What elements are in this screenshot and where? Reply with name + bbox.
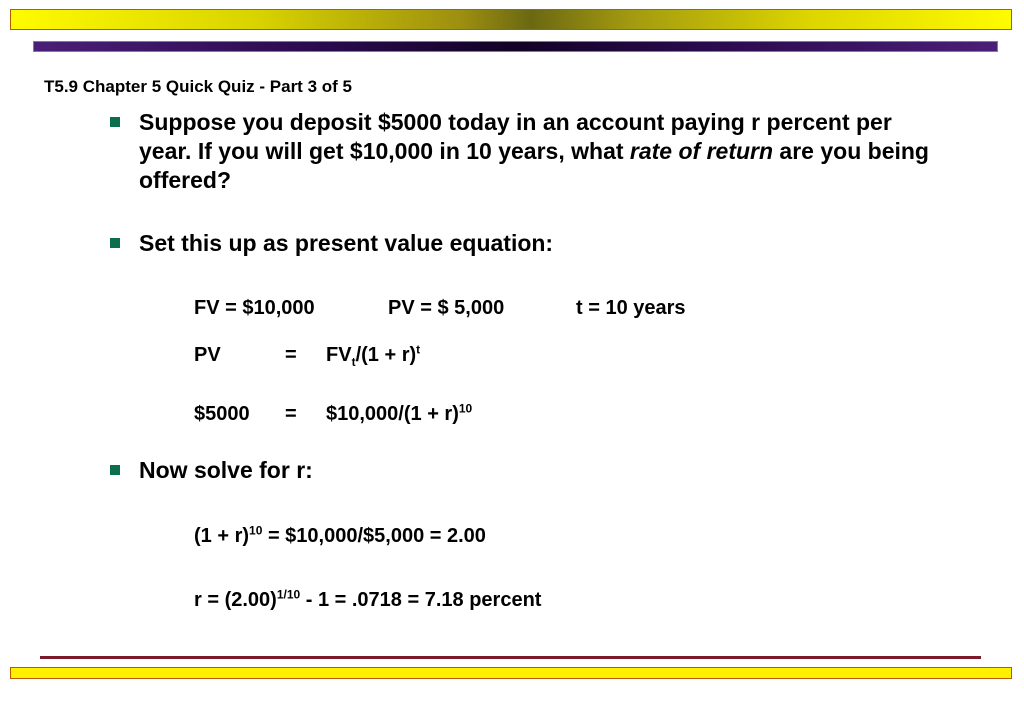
solve-step-2 — [194, 589, 541, 612]
dollar-5000: $5000 — [194, 403, 250, 425]
solve2-exponent: 1/10 — [276, 587, 301, 602]
solve2-base: r = (2.00) — [194, 589, 277, 611]
formula-sub-t: t — [351, 355, 356, 369]
pv-label: PV — [194, 344, 221, 366]
pv-formula — [326, 344, 420, 367]
formula-fv: FV — [326, 344, 352, 366]
question-text-italic: rate of return — [629, 138, 774, 164]
bottom-divider-line — [40, 656, 981, 659]
slide-title: T5.9 Chapter 5 Quick Quiz - Part 3 of 5 — [44, 77, 352, 96]
bullet-setup: Set this up as present value equation: — [139, 230, 554, 256]
solve1-exponent: 10 — [249, 523, 263, 538]
solve-step-1 — [194, 525, 486, 548]
bullet-square-icon — [110, 465, 120, 475]
t-value: t = 10 years — [576, 297, 686, 319]
solve1-base: (1 + r) — [194, 525, 250, 547]
formula-sup-t: t — [416, 342, 421, 357]
bottom-decorative-bar — [10, 667, 1012, 679]
equals-sign: = — [285, 403, 297, 425]
top-decorative-bar — [10, 9, 1012, 30]
fraction-formula — [326, 403, 472, 426]
solve2-rest: - 1 = .0718 = 7.18 percent — [300, 589, 542, 611]
bullet-square-icon — [110, 238, 120, 248]
fraction-exponent: 10 — [458, 401, 473, 416]
fv-value: FV = $10,000 — [194, 297, 315, 319]
bullet-square-icon — [110, 117, 120, 127]
bullet-solve: Now solve for r: — [139, 457, 313, 483]
purple-decorative-bar — [33, 41, 998, 52]
pv-value: PV = $ 5,000 — [388, 297, 505, 319]
equals-sign: = — [285, 344, 297, 366]
bullet-question — [139, 108, 939, 195]
solve1-rest: = $10,000/$5,000 = 2.00 — [262, 525, 486, 547]
question-text-part1: Suppose you deposit $5000 today in an account paying r percent per year. If you will get $10,000 in 10 years, what — [139, 109, 892, 164]
question-text-part2: are you being offered? — [139, 138, 929, 193]
formula-denominator: /(1 + r) — [355, 344, 417, 366]
fraction-base: $10,000/(1 + r) — [326, 403, 459, 425]
